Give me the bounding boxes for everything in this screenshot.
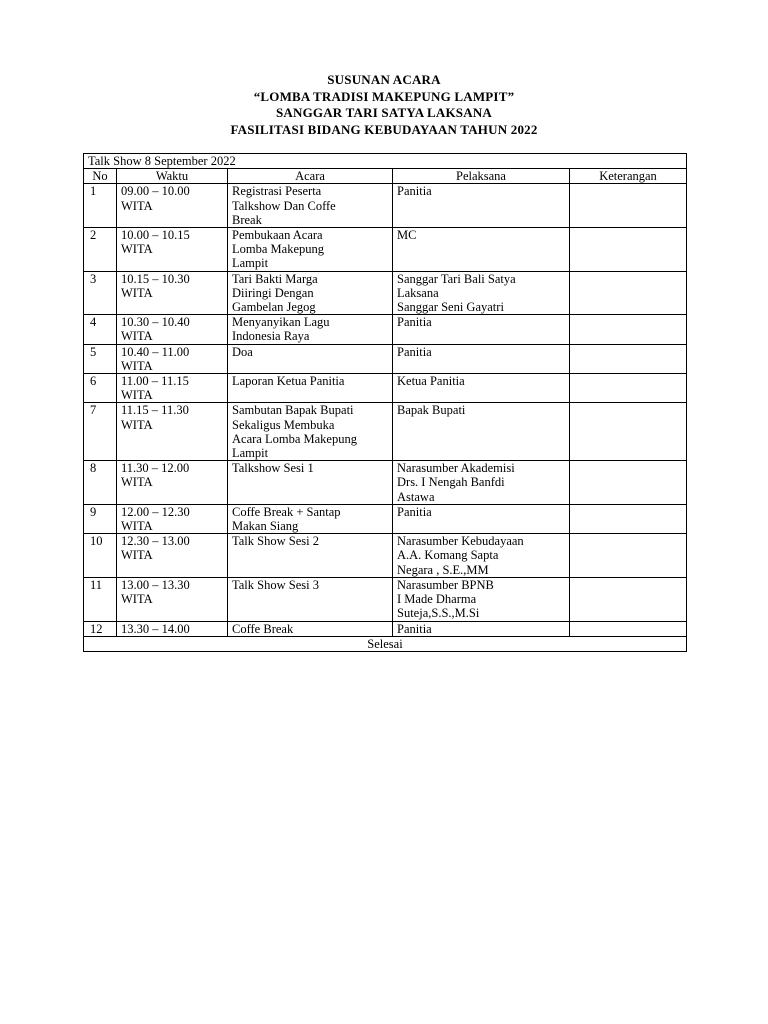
- cell-waktu: [117, 621, 228, 636]
- cell-pelaksana: [393, 184, 570, 228]
- cell-acara: [228, 271, 393, 315]
- waktu-line: WITA: [121, 388, 153, 403]
- pelaksana-line: Panitia: [397, 504, 432, 519]
- title-line-2: “LOMBA TRADISI MAKEPUNG LAMPIT”: [253, 88, 515, 104]
- waktu-line: 11.30 – 12.00: [121, 461, 190, 476]
- cell-pelaksana: [393, 621, 570, 636]
- pelaksana-line: Drs. I Nengah Banfdi: [397, 475, 505, 490]
- cell-acara: [228, 403, 393, 461]
- pelaksana-line: I Made Dharma: [397, 592, 477, 607]
- waktu-line: 10.00 – 10.15: [121, 228, 190, 243]
- footer-row: [84, 636, 687, 651]
- table-row: [84, 577, 687, 621]
- cell-pelaksana: [393, 504, 570, 533]
- waktu-line: 12.30 – 13.00: [121, 534, 190, 549]
- table-row: [84, 315, 687, 344]
- cell-waktu: [117, 534, 228, 578]
- cell-keterangan: [570, 271, 687, 315]
- cell-pelaksana: [393, 228, 570, 272]
- cell-acara: [228, 621, 393, 636]
- acara-line: Doa: [232, 344, 253, 359]
- cell-waktu: [117, 374, 228, 403]
- cell-keterangan: [570, 461, 687, 505]
- acara-line: Talkshow Dan Coffe: [232, 198, 336, 213]
- pelaksana-line: Sanggar Seni Gayatri: [397, 300, 504, 315]
- waktu-line: WITA: [121, 475, 153, 490]
- waktu-line: 10.40 – 11.00: [121, 344, 190, 359]
- cell-acara: [228, 577, 393, 621]
- pelaksana-line: MC: [397, 228, 417, 243]
- waktu-line: WITA: [121, 519, 153, 534]
- table-row: [84, 228, 687, 272]
- table-row: [84, 621, 687, 636]
- cell-acara: [228, 228, 393, 272]
- waktu-line: 13.30 – 14.00: [121, 621, 190, 636]
- table-row: [84, 271, 687, 315]
- column-header-acara: Acara: [228, 169, 393, 184]
- waktu-line: WITA: [121, 329, 153, 344]
- document-header: [0, 72, 768, 138]
- cell-no: 6: [84, 374, 117, 403]
- waktu-line: WITA: [121, 198, 153, 213]
- pelaksana-line: Panitia: [397, 184, 432, 199]
- title-line-4: FASILITASI BIDANG KEBUDAYAAN TAHUN 2022: [230, 121, 538, 137]
- waktu-line: 09.00 – 10.00: [121, 184, 190, 199]
- cell-keterangan: [570, 184, 687, 228]
- table-footer: Selesai: [84, 636, 687, 651]
- acara-line: Lampit: [232, 446, 269, 461]
- title-line-3: SANGGAR TARI SATYA LAKSANA: [275, 105, 493, 120]
- cell-waktu: [117, 577, 228, 621]
- table-row: [84, 344, 687, 373]
- cell-keterangan: [570, 228, 687, 272]
- cell-acara: [228, 461, 393, 505]
- cell-keterangan: [570, 403, 687, 461]
- waktu-line: 10.30 – 10.40: [121, 315, 190, 330]
- acara-line: Acara Lomba Makepung: [232, 431, 357, 446]
- cell-no: 2: [84, 228, 117, 272]
- pelaksana-line: Negara , S.E.,MM: [397, 562, 489, 577]
- schedule-body: [84, 184, 687, 636]
- cell-no: 7: [84, 403, 117, 461]
- cell-no: 11: [84, 577, 117, 621]
- acara-line: Coffe Break: [232, 621, 294, 636]
- acara-line: Makan Siang: [232, 519, 299, 534]
- cell-keterangan: [570, 315, 687, 344]
- cell-acara: [228, 184, 393, 228]
- acara-line: Indonesia Raya: [232, 329, 310, 344]
- pelaksana-line: Sanggar Tari Bali Satya: [397, 271, 516, 286]
- acara-line: Diiringi Dengan: [232, 285, 314, 300]
- cell-keterangan: [570, 621, 687, 636]
- pelaksana-line: Narasumber BPNB: [397, 577, 494, 592]
- cell-waktu: [117, 403, 228, 461]
- acara-line: Talk Show Sesi 3: [232, 577, 319, 592]
- cell-no: 5: [84, 344, 117, 373]
- pelaksana-line: Bapak Bupati: [397, 403, 466, 418]
- acara-line: Laporan Ketua Panitia: [232, 374, 345, 389]
- cell-acara: [228, 374, 393, 403]
- acara-line: Talkshow Sesi 1: [232, 461, 314, 476]
- waktu-line: WITA: [121, 417, 153, 432]
- pelaksana-line: Panitia: [397, 315, 432, 330]
- waktu-line: WITA: [121, 548, 153, 563]
- cell-no: 10: [84, 534, 117, 578]
- acara-line: Pembukaan Acara: [232, 228, 323, 243]
- waktu-line: WITA: [121, 592, 153, 607]
- cell-no: 8: [84, 461, 117, 505]
- cell-waktu: [117, 344, 228, 373]
- acara-line: Menyanyikan Lagu: [232, 315, 330, 330]
- cell-keterangan: [570, 577, 687, 621]
- column-header-keterangan: Keterangan: [570, 169, 687, 184]
- acara-line: Sekaligus Membuka: [232, 417, 335, 432]
- waktu-line: 10.15 – 10.30: [121, 271, 190, 286]
- cell-keterangan: [570, 344, 687, 373]
- table-caption: Talk Show 8 September 2022: [84, 154, 687, 169]
- acara-line: Registrasi Peserta: [232, 184, 322, 199]
- cell-no: 12: [84, 621, 117, 636]
- waktu-line: 11.15 – 11.30: [121, 403, 189, 418]
- cell-pelaksana: [393, 577, 570, 621]
- waktu-line: WITA: [121, 358, 153, 373]
- table-row: [84, 504, 687, 533]
- cell-no: 9: [84, 504, 117, 533]
- pelaksana-line: Panitia: [397, 621, 432, 636]
- cell-keterangan: [570, 534, 687, 578]
- cell-acara: [228, 315, 393, 344]
- cell-pelaksana: [393, 344, 570, 373]
- cell-keterangan: [570, 374, 687, 403]
- waktu-line: 11.00 – 11.15: [121, 374, 189, 389]
- acara-line: Break: [232, 212, 262, 227]
- column-header-waktu: Waktu: [117, 169, 228, 184]
- pelaksana-line: A.A. Komang Sapta: [397, 548, 499, 563]
- pelaksana-line: Narasumber Kebudayaan: [397, 534, 524, 549]
- cell-acara: [228, 534, 393, 578]
- title-line-1: SUSUNAN ACARA: [327, 72, 441, 87]
- column-header-no: No: [84, 169, 117, 184]
- caption-row: [84, 154, 687, 169]
- cell-waktu: [117, 315, 228, 344]
- acara-line: Lomba Makepung: [232, 242, 324, 257]
- cell-waktu: [117, 228, 228, 272]
- acara-line: Talk Show Sesi 2: [232, 534, 319, 549]
- cell-no: 1: [84, 184, 117, 228]
- cell-pelaksana: [393, 534, 570, 578]
- pelaksana-line: Ketua Panitia: [397, 374, 465, 389]
- acara-line: Coffe Break + Santap: [232, 504, 341, 519]
- waktu-line: 13.00 – 13.30: [121, 577, 190, 592]
- pelaksana-line: Panitia: [397, 344, 432, 359]
- acara-line: Tari Bakti Marga: [232, 271, 318, 286]
- cell-pelaksana: [393, 271, 570, 315]
- cell-acara: [228, 504, 393, 533]
- cell-waktu: [117, 184, 228, 228]
- cell-no: 3: [84, 271, 117, 315]
- waktu-line: 12.00 – 12.30: [121, 504, 190, 519]
- acara-line: Sambutan Bapak Bupati: [232, 403, 354, 418]
- column-header-pelaksana: Pelaksana: [393, 169, 570, 184]
- table-row: [84, 461, 687, 505]
- acara-line: Lampit: [232, 256, 269, 271]
- cell-waktu: [117, 271, 228, 315]
- waktu-line: WITA: [121, 285, 153, 300]
- table-row: [84, 374, 687, 403]
- waktu-line: WITA: [121, 242, 153, 257]
- cell-pelaksana: [393, 403, 570, 461]
- table-row: [84, 534, 687, 578]
- acara-line: Gambelan Jegog: [232, 300, 316, 315]
- cell-waktu: [117, 461, 228, 505]
- schedule-table: [83, 153, 687, 652]
- header-row: [84, 169, 687, 184]
- cell-pelaksana: [393, 315, 570, 344]
- cell-pelaksana: [393, 461, 570, 505]
- cell-keterangan: [570, 504, 687, 533]
- cell-acara: [228, 344, 393, 373]
- table-row: [84, 403, 687, 461]
- table-row: [84, 184, 687, 228]
- pelaksana-line: Astawa: [397, 489, 435, 504]
- pelaksana-line: Suteja,S.S.,M.Si: [397, 606, 480, 621]
- cell-waktu: [117, 504, 228, 533]
- cell-no: 4: [84, 315, 117, 344]
- cell-pelaksana: [393, 374, 570, 403]
- pelaksana-line: Laksana: [397, 285, 439, 300]
- pelaksana-line: Narasumber Akademisi: [397, 461, 515, 476]
